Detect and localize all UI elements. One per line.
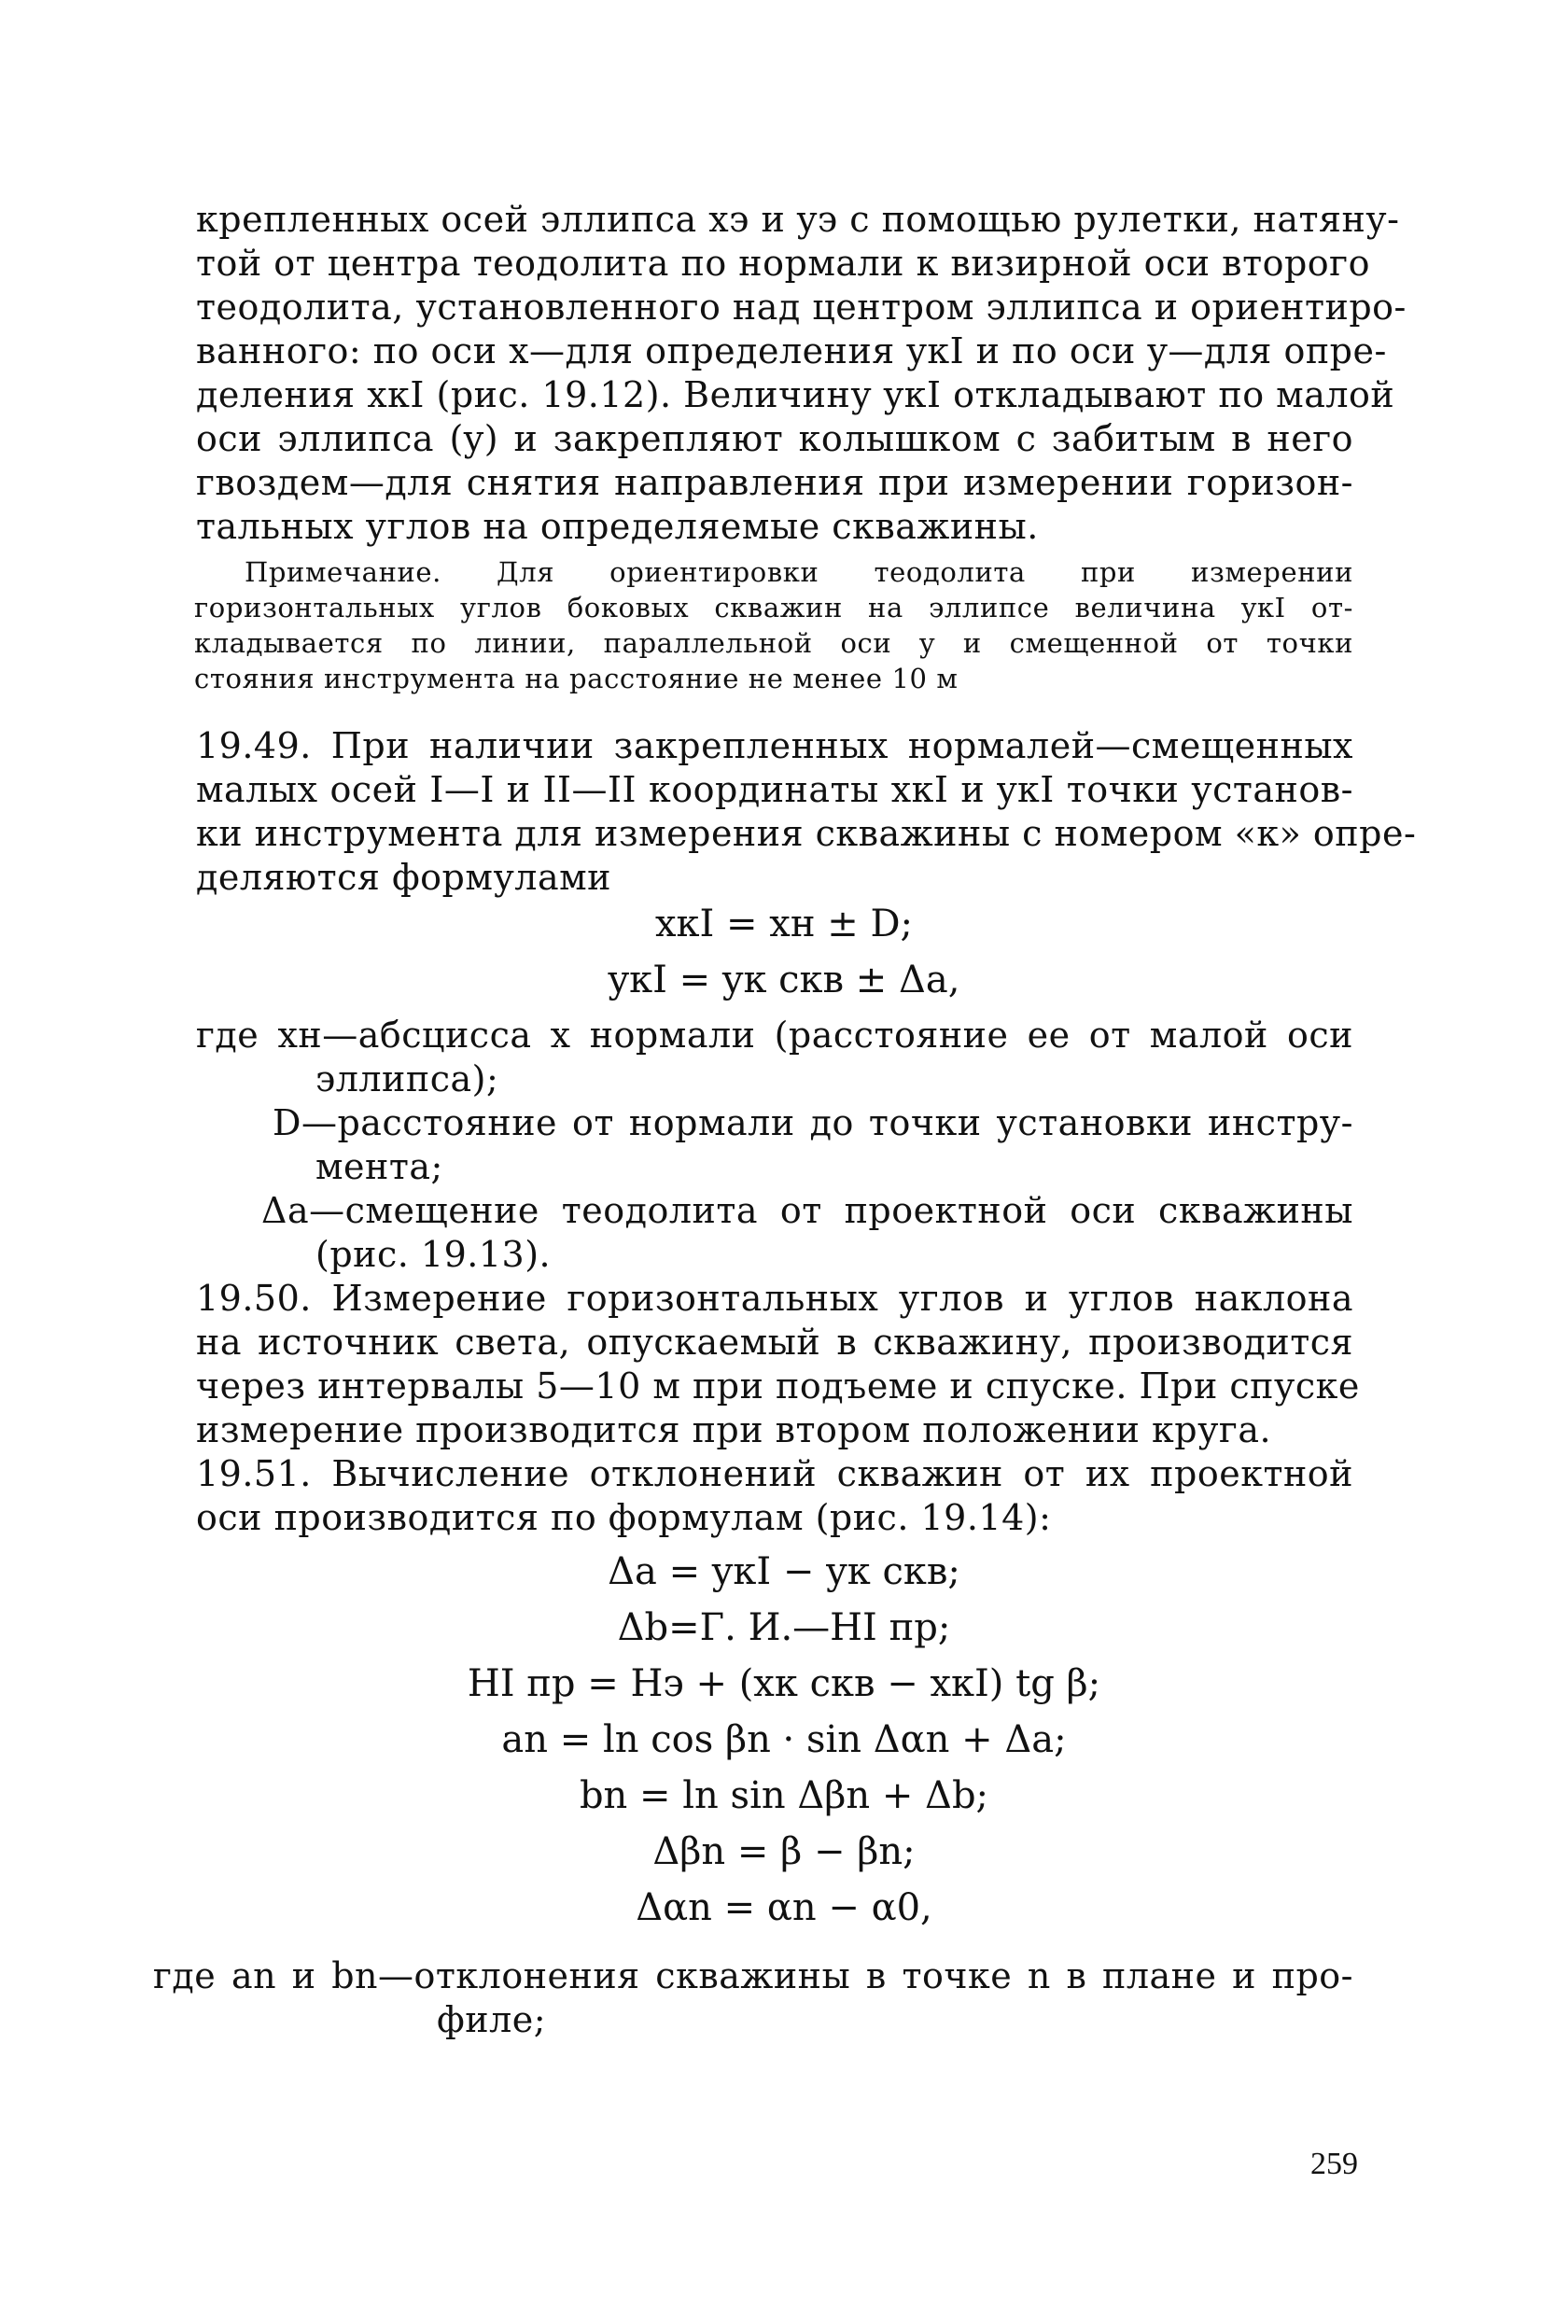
text-line: 19.49. При наличии закрепленных нормалей—смещенных	[196, 725, 1353, 766]
text-line: 19.50. Измерение горизонтальных углов и углов наклона	[196, 1278, 1353, 1319]
text-line: теодолита, установленного над центром эллипса и ориентиро-	[196, 287, 1407, 328]
definition-da-cont	[315, 1233, 1353, 1277]
formula-delta-beta: Δβn = β − βn;	[652, 1830, 916, 1873]
text-line: тальных углов на определяемые скважины.	[196, 506, 1039, 547]
definition-an-bn	[153, 1954, 1353, 1998]
text-line: деляются формулами	[196, 857, 611, 898]
text-line: 19.51. Вычисление отклонений скважин от их проектной	[196, 1453, 1353, 1494]
note-line: кладывается по линии, параллельной оси y и смещенной от точки	[194, 627, 1353, 659]
paragraph-19-50	[196, 1277, 1360, 1452]
note-line: Примечание. Для ориентировки теодолита при измерении	[245, 556, 1353, 588]
text-line: (рис. 19.13).	[315, 1234, 552, 1275]
text-line: гвоздем—для снятия направления при измерении горизон-	[196, 462, 1353, 503]
text-line: где an и bn—отклонения скважины в точке n в плане и про-	[153, 1955, 1353, 1996]
formula-ykI: yкI = yк скв ± Δa,	[608, 959, 960, 1001]
definition-xn-cont	[315, 1057, 1353, 1101]
definition-xn	[196, 1014, 1353, 1057]
text-line: крепленных осей эллипса xэ и yэ с помощью рулетки, натяну-	[196, 199, 1400, 240]
paragraph-19-51	[196, 1452, 1353, 1540]
text-line: через интервалы 5—10 м при подъеме и спуске. При спуске	[196, 1365, 1360, 1407]
text-line: на источник света, опускаемый в скважину, производится	[196, 1322, 1353, 1363]
text-line: ванного: по оси x—для определения yкI и по оси y—для опре-	[196, 330, 1387, 371]
definition-da	[261, 1189, 1353, 1233]
formula-bn: bn = ln sin Δβn + Δb;	[579, 1774, 989, 1817]
text-line: эллипса);	[315, 1058, 499, 1099]
text-line: филе;	[437, 1999, 547, 2040]
formula-delta-b: Δb=Г. И.—HI пр;	[617, 1606, 951, 1649]
page-number: 259	[1310, 2147, 1358, 2181]
formula-delta-alpha: Δαn = αn − α0,	[636, 1886, 932, 1929]
formula-hipr: HI пр = Hэ + (xк скв − xкI) tg β;	[467, 1662, 1101, 1705]
text-line: мента;	[315, 1146, 443, 1187]
formula-xkI: xкI = xн ± D;	[654, 903, 913, 945]
text-line: деления xкI (рис. 19.12). Величину yкI откладывают по малой	[196, 374, 1395, 415]
text-line: измерение производится при втором положении круга.	[196, 1409, 1272, 1450]
text-line: оси эллипса (y) и закрепляют колышком с забитым в него	[196, 418, 1353, 459]
text-line: ки инструмента для измерения скважины с номером «к» опре-	[196, 813, 1417, 854]
text-line: Δa—смещение теодолита от проектной оси скважины	[261, 1190, 1353, 1231]
definition-d-cont	[315, 1145, 1353, 1189]
text-line: D—расстояние от нормали до точки установки инстру-	[273, 1102, 1353, 1143]
note-line: стояния инструмента на расстояние не менее 10 м	[194, 663, 959, 694]
paragraph-ellipse-axes	[196, 198, 1407, 549]
text-line: оси производится по формулам (рис. 19.14):	[196, 1497, 1052, 1538]
paragraph-19-49	[196, 724, 1417, 900]
definition-an-bn-cont	[437, 1998, 1353, 2042]
formula-an: an = ln cos βn · sin Δαn + Δa;	[501, 1718, 1067, 1761]
text-line: той от центра теодолита по нормали к визирной оси второго	[196, 243, 1370, 284]
formula-delta-a: Δa = yкI − yк скв;	[608, 1550, 960, 1593]
text-line: где xн—абсцисса x нормали (расстояние ее от малой оси	[196, 1015, 1353, 1056]
definition-d	[273, 1101, 1353, 1145]
text-line: малых осей I—I и II—II координаты xкI и yкI точки установ-	[196, 769, 1353, 810]
note-line: горизонтальных углов боковых скважин на эллипсе величина yкI от-	[194, 592, 1353, 623]
note-block	[194, 554, 1353, 696]
